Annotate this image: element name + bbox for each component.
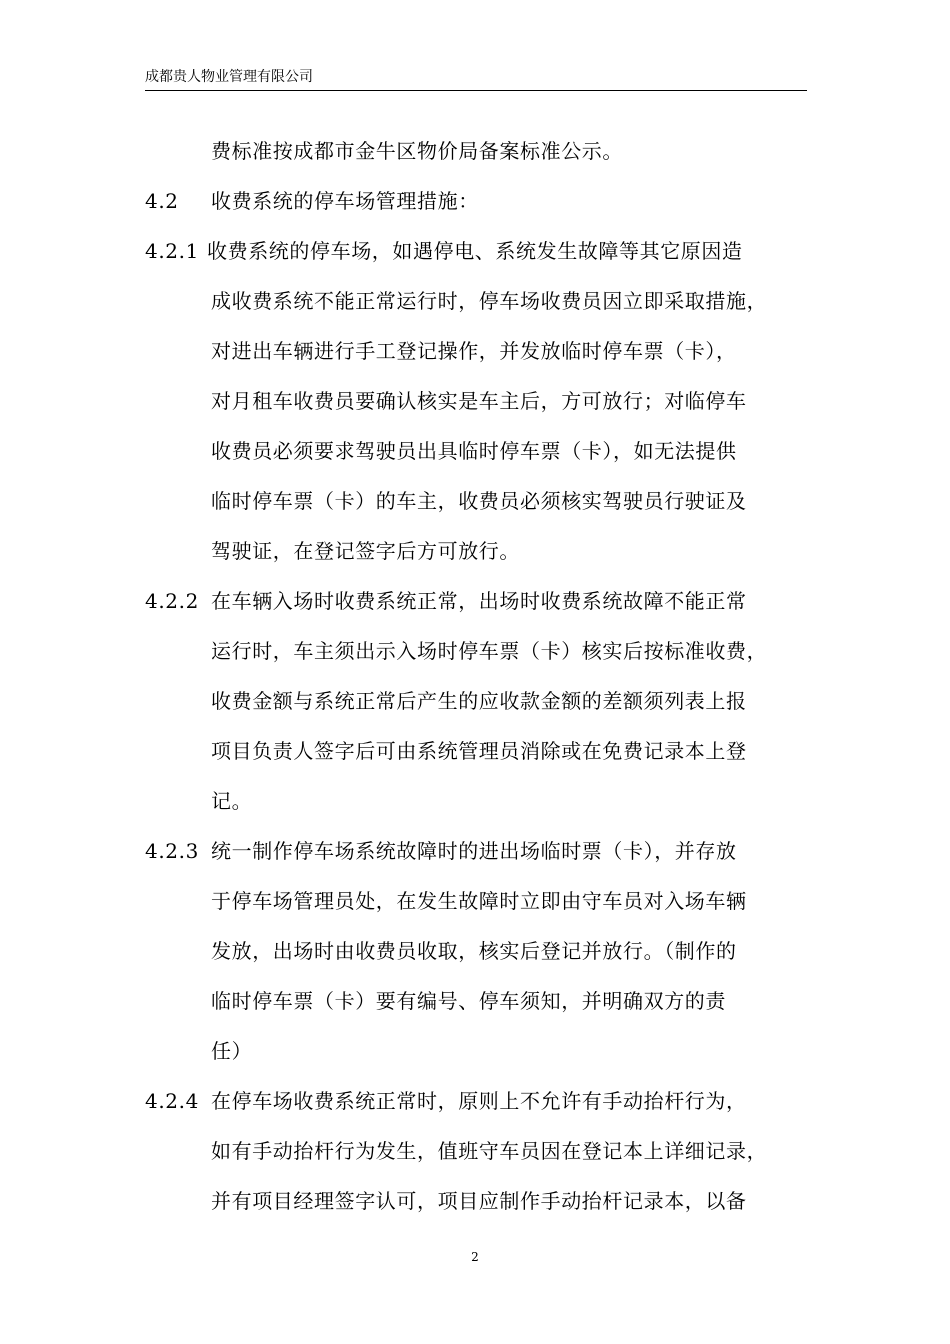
text-line: 对进出车辆进行手工登记操作，并发放临时停车票（卡）， bbox=[211, 339, 737, 363]
text-line: 收费系统的停车场，如遇停电、系统发生故障等其它原因造 bbox=[207, 239, 743, 263]
text-line: 项目负责人签字后可由系统管理员消除或在免费记录本上登 bbox=[211, 739, 747, 763]
text-line: 于停车场管理员处，在发生故障时立即由守车员对入场车辆 bbox=[211, 889, 747, 913]
text-line: 临时停车票（卡）的车主，收费员必须核实驾驶员行驶证及 bbox=[211, 489, 747, 513]
text-line: 收费员必须要求驾驶员出具临时停车票（卡），如无法提供 bbox=[211, 439, 737, 463]
text-line: 在停车场收费系统正常时，原则上不允许有手动抬杆行为， bbox=[211, 1089, 747, 1113]
text-line: 运行时，车主须出示入场时停车票（卡）核实后按标准收费， bbox=[211, 639, 768, 663]
page-header bbox=[145, 68, 807, 91]
text-line: 统一制作停车场系统故障时的进出场临时票（卡），并存放 bbox=[211, 839, 737, 863]
text-line: 对月租车收费员要确认核实是车主后，方可放行；对临停车 bbox=[211, 389, 747, 413]
text-line: 驾驶证，在登记签字后方可放行。 bbox=[211, 539, 520, 563]
text-line: 发放，出场时由收费员收取，核实后登记并放行。（制作的 bbox=[211, 939, 737, 963]
text-line: 如有手动抬杆行为发生，值班守车员因在登记本上详细记录， bbox=[211, 1139, 768, 1163]
section-4-2-2-number: 4.2.2 bbox=[145, 589, 199, 613]
text-line: 临时停车票（卡）要有编号、停车须知，并明确双方的责 bbox=[211, 989, 726, 1013]
header-company-name: 成都贵人物业管理有限公司 bbox=[145, 69, 313, 85]
text-line: 收费金额与系统正常后产生的应收款金额的差额须列表上报 bbox=[211, 689, 747, 713]
text-line: 任） bbox=[211, 1039, 253, 1063]
section-4-2-4-number: 4.2.4 bbox=[145, 1089, 199, 1113]
text-line: 成收费系统不能正常运行时，停车场收费员因立即采取措施， bbox=[211, 289, 768, 313]
text-line: 记。 bbox=[211, 789, 253, 813]
text-line: 在车辆入场时收费系统正常，出场时收费系统故障不能正常 bbox=[211, 589, 747, 613]
text-line: 并有项目经理签字认可，项目应制作手动抬杆记录本，以备 bbox=[211, 1189, 747, 1213]
page-number: 2 bbox=[471, 1250, 479, 1264]
text-line: 费标准按成都市金牛区物价局备案标准公示。 bbox=[211, 139, 623, 163]
section-4-2-1-number: 4.2.1 bbox=[145, 239, 199, 263]
section-4-2-3-number: 4.2.3 bbox=[145, 839, 199, 863]
section-4-2-title: 收费系统的停车场管理措施： bbox=[211, 189, 479, 213]
section-4-2-number: 4.2 bbox=[145, 189, 179, 213]
